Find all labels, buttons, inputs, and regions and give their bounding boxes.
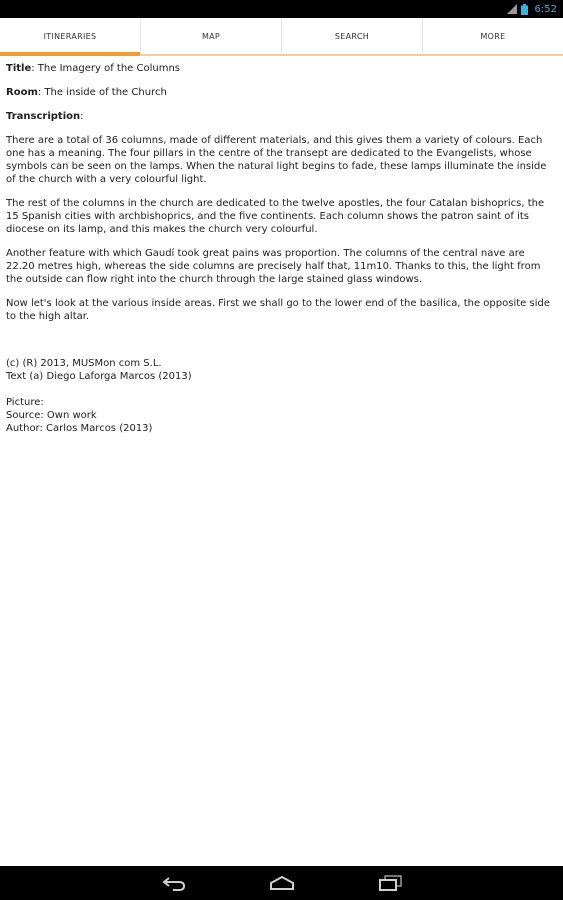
back-icon[interactable] <box>160 873 188 893</box>
room-value: : The inside of the Church <box>37 87 167 98</box>
title-label: Title <box>6 63 32 74</box>
picture-author: Author: Carlos Marcos (2013) <box>6 423 153 434</box>
room-label: Room <box>6 87 38 98</box>
tab-bar <box>0 18 563 56</box>
transcription-suffix: : <box>80 111 84 122</box>
recent-apps-icon[interactable] <box>376 873 404 893</box>
tab-map[interactable] <box>141 18 282 54</box>
transcription-label: Transcription <box>6 111 81 122</box>
tab-label: MORE <box>480 31 506 41</box>
copyright-text: (c) (R) 2013, MUSMon com S.L. <box>6 358 162 369</box>
text-author: Text (a) Diego Laforga Marcos (2013) <box>6 371 192 382</box>
status-bar <box>0 0 563 18</box>
battery-icon <box>521 4 531 14</box>
tab-more[interactable] <box>423 18 563 54</box>
picture-label: Picture: <box>6 397 44 408</box>
tab-label: MAP <box>201 31 221 41</box>
content-area <box>6 62 556 435</box>
tab-label: ITINERARIES <box>43 31 97 41</box>
tab-search[interactable] <box>282 18 423 54</box>
credits <box>6 357 556 435</box>
tab-itineraries[interactable] <box>0 18 141 54</box>
transcription-paragraph: There are a total of 36 columns, made of different materials, and this gives them a variety of colours. Each one has a meaning. The four pillars in the centre of the transept are dedicated to the Evangelists, whose symbols can be seen on the lamps. When the natural light begins to fade, these lamps illuminate the inside of the church with a very colourful light. <box>6 135 547 185</box>
nav-bar <box>0 866 563 900</box>
title-value: : The Imagery of the Columns <box>31 63 181 74</box>
transcription-paragraph: Another feature with which Gaudí took great pains was proportion. The columns of the central nave are 22.20 metres high, whereas the side columns are precisely half that, 11m10. Thanks to this, the light from the outside can flow right into the church through the large stained glass windows. <box>6 248 541 285</box>
room-field <box>6 86 556 99</box>
transcription-paragraph: Now let's look at the various inside areas. First we shall go to the lower end of the basilica, the opposite side to the high altar. <box>6 298 550 322</box>
transcription-field <box>6 110 556 123</box>
tab-label: SEARCH <box>334 31 370 41</box>
title-field <box>6 62 556 75</box>
transcription-paragraph: The rest of the columns in the church are dedicated to the twelve apostles, the four Catalan bishoprics, the 15 Spanish cities with archbishoprics, and the five continents. Each column shows the patron saint of its diocese on its lamp, and this makes the church very colourful. <box>6 198 545 235</box>
status-time: 6:52 <box>534 3 557 15</box>
picture-source: Source: Own work <box>6 410 97 421</box>
home-icon[interactable] <box>268 873 296 893</box>
wifi-icon <box>507 4 517 14</box>
